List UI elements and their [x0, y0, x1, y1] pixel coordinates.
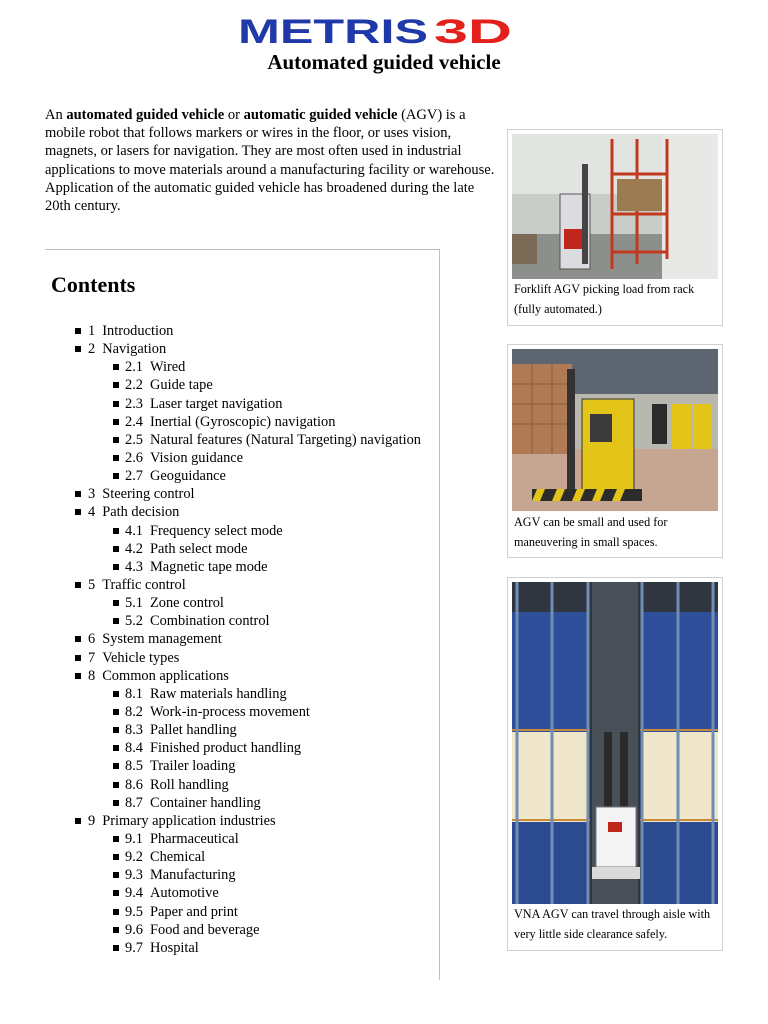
figure-caption: AGV can be small and used for maneuvering in small spaces. — [514, 515, 668, 549]
toc-item-number: 9.5 — [125, 903, 143, 920]
bullet-icon — [113, 419, 119, 425]
toc-item-label[interactable] — [125, 449, 243, 467]
toc-item-text: Hospital — [150, 939, 199, 956]
toc-item-label[interactable] — [88, 322, 173, 340]
toc-item-label[interactable] — [125, 830, 239, 848]
toc-item-text: Vehicle types — [102, 649, 180, 666]
toc-item-number: 4.3 — [125, 558, 143, 575]
toc-item-number: 2.2 — [125, 377, 143, 394]
bullet-icon — [75, 582, 81, 588]
toc-item-label[interactable] — [125, 939, 199, 957]
toc-item-text: Food and beverage — [150, 921, 260, 938]
toc-item-number: 5.2 — [125, 613, 143, 630]
toc-item-label[interactable] — [125, 685, 287, 703]
toc-item-text: Pallet handling — [150, 722, 237, 739]
toc-item-label[interactable] — [125, 739, 301, 757]
toc-item-text: Guide tape — [150, 377, 213, 394]
toc-item-number: 2.5 — [125, 431, 143, 448]
toc-item-number: 3 — [88, 486, 96, 503]
toc-item-number: 4 — [88, 504, 96, 521]
toc-item-label[interactable] — [125, 757, 235, 775]
toc-item-number: 2.1 — [125, 359, 143, 376]
toc-item-text: Finished product handling — [150, 740, 302, 757]
bullet-icon — [113, 945, 119, 951]
toc-item-number: 8.5 — [125, 758, 143, 775]
toc-item-label[interactable] — [125, 866, 236, 884]
figure-caption: VNA AGV can travel through aisle with very little side clearance safely. — [514, 907, 711, 941]
toc-item-number: 2.4 — [125, 413, 143, 430]
toc-item-label[interactable] — [125, 903, 238, 921]
toc-item-label[interactable] — [125, 540, 248, 558]
toc-item-label[interactable] — [125, 413, 335, 431]
toc-item-text: Container handling — [150, 794, 261, 811]
toc-item-label[interactable] — [88, 812, 276, 830]
toc-item-label[interactable] — [88, 630, 222, 648]
toc-item-text: Magnetic tape mode — [150, 558, 268, 575]
toc-item-label[interactable] — [125, 376, 213, 394]
bullet-icon — [113, 836, 119, 842]
intro-paragraph — [45, 106, 495, 215]
forklift-agv-image — [512, 134, 718, 279]
toc-item-number: 5.1 — [125, 595, 143, 612]
intro-bold-term-2: automatic guided vehicle — [243, 107, 398, 123]
table-of-contents — [45, 249, 440, 980]
figure-caption: Forklift AGV picking load from rack (fully automated.) — [514, 282, 695, 316]
svg-text:3D: 3D — [434, 14, 512, 48]
toc-item-text: Traffic control — [102, 576, 186, 593]
toc-item-number: 2.3 — [125, 395, 143, 412]
intro-bold-term-1: automated guided vehicle — [66, 107, 225, 123]
figure-small-agv — [507, 344, 723, 558]
toc-item-text: Manufacturing — [150, 867, 236, 884]
toc-item-number: 2.7 — [125, 468, 143, 485]
toc-item-number: 7 — [88, 649, 96, 666]
toc-item-label[interactable] — [125, 776, 229, 794]
bullet-icon — [113, 401, 119, 407]
bullet-icon — [113, 564, 119, 570]
toc-item-label[interactable] — [125, 431, 421, 449]
bullet-icon — [113, 364, 119, 370]
toc-item-number: 8.3 — [125, 722, 143, 739]
toc-item-label[interactable] — [88, 667, 229, 685]
toc-item-text: Wired — [150, 359, 186, 376]
svg-text:METRIS: METRIS — [238, 14, 428, 48]
toc-item-text: Geoguidance — [150, 468, 226, 485]
toc-item-text: Navigation — [102, 341, 167, 358]
toc-item-label[interactable] — [88, 576, 186, 594]
toc-item-text: Trailer loading — [150, 758, 236, 775]
small-agv-image — [512, 349, 718, 511]
toc-item-text: System management — [102, 631, 222, 648]
toc-item-label[interactable] — [125, 467, 226, 485]
toc-item-label[interactable] — [88, 340, 166, 358]
bullet-icon — [75, 673, 81, 679]
bullet-icon — [113, 909, 119, 915]
bullet-icon — [113, 890, 119, 896]
toc-item-number: 8.2 — [125, 703, 143, 720]
bullet-icon — [75, 655, 81, 661]
bullet-icon — [113, 727, 119, 733]
toc-item-label[interactable] — [125, 358, 185, 376]
toc-item-text: Laser target navigation — [150, 395, 283, 412]
bullet-icon — [113, 546, 119, 552]
toc-item-label[interactable] — [88, 649, 179, 667]
toc-item-text: Roll handling — [150, 776, 229, 793]
toc-item-text: Paper and print — [150, 903, 238, 920]
intro-text-2: or — [224, 107, 244, 123]
toc-item-text: Frequency select mode — [150, 522, 283, 539]
bullet-icon — [113, 455, 119, 461]
bullet-icon — [113, 600, 119, 606]
toc-item-number: 8 — [88, 667, 96, 684]
bullet-icon — [113, 691, 119, 697]
bullet-icon — [75, 818, 81, 824]
bullet-icon — [113, 854, 119, 860]
bullet-icon — [113, 872, 119, 878]
toc-item-text: Path decision — [102, 504, 180, 521]
toc-item-number: 4.1 — [125, 522, 143, 539]
bullet-icon — [113, 437, 119, 443]
toc-item-number: 2.6 — [125, 449, 143, 466]
bullet-icon — [113, 763, 119, 769]
toc-item-text: Common applications — [102, 667, 229, 684]
metris3d-logo-graphic — [238, 14, 514, 48]
toc-item-text: Vision guidance — [150, 449, 244, 466]
figure-vna-agv — [507, 577, 723, 951]
toc-item-number: 1 — [88, 323, 96, 339]
bullet-icon — [113, 618, 119, 624]
toc-item-label[interactable] — [125, 721, 237, 739]
bullet-icon — [75, 636, 81, 642]
toc-item-label[interactable] — [125, 703, 310, 721]
toc-item-number: 9.7 — [125, 939, 143, 956]
bullet-icon — [113, 709, 119, 715]
toc-item-text: Automotive — [150, 885, 219, 902]
toc-item-label[interactable] — [88, 485, 195, 503]
contents-heading: Contents — [51, 272, 136, 297]
toc-item-text: Work-in-process movement — [150, 703, 310, 720]
toc-item-label[interactable] — [125, 794, 261, 812]
toc-item-text: Combination control — [150, 613, 270, 630]
bullet-icon — [113, 745, 119, 751]
toc-item-text: Inertial (Gyroscopic) navigation — [150, 413, 336, 430]
toc-item-text: Natural features (Natural Targeting) navigation — [150, 431, 421, 448]
toc-item-label[interactable] — [125, 612, 270, 630]
toc-item-number: 5 — [88, 576, 96, 593]
toc-item-label[interactable] — [125, 558, 267, 576]
toc-item-number: 9.6 — [125, 921, 143, 938]
toc-item-text: Chemical — [150, 849, 206, 866]
bullet-icon — [75, 491, 81, 497]
toc-item-text: Introduction — [102, 323, 174, 339]
metris3d-logo — [238, 14, 514, 48]
toc-item-number: 8.1 — [125, 685, 143, 702]
toc-item-text: Primary application industries — [102, 812, 276, 829]
toc-item-label[interactable] — [125, 395, 282, 413]
toc-item-number: 9.4 — [125, 885, 143, 902]
toc-item-number: 2 — [88, 341, 96, 358]
toc-item-number: 8.4 — [125, 740, 143, 757]
bullet-icon — [113, 927, 119, 933]
bullet-icon — [113, 528, 119, 534]
toc-item-label[interactable] — [125, 522, 283, 540]
bullet-icon — [113, 782, 119, 788]
toc-item-label[interactable] — [88, 503, 179, 521]
toc-item-text: Steering control — [102, 486, 195, 503]
toc-item-number: 8.6 — [125, 776, 143, 793]
toc-item-number: 9.1 — [125, 830, 143, 847]
vna-agv-image — [512, 582, 718, 904]
intro-text-3: (AGV) is a mobile robot that follows markers or wires in the floor, or uses vision, magnets, or lasers for navigation. They are most often used in industrial applications to move materials around a manufacturing facility or warehouse. Application of the automatic guided vehicle has broadened during the late 20th century. — [45, 107, 495, 215]
toc-item-number: 9 — [88, 812, 96, 829]
toc-item-number: 4.2 — [125, 540, 143, 557]
toc-item-number: 6 — [88, 631, 96, 648]
toc-item-number: 8.7 — [125, 794, 143, 811]
toc-item-label[interactable] — [125, 884, 219, 902]
toc-item-text: Zone control — [150, 595, 224, 612]
toc-item-label[interactable] — [125, 594, 224, 612]
bullet-icon — [113, 473, 119, 479]
bullet-icon — [75, 346, 81, 352]
bullet-icon — [113, 800, 119, 806]
toc-item-number: 9.2 — [125, 849, 143, 866]
figure-forklift-agv — [507, 129, 723, 326]
toc-item-text: Path select mode — [150, 540, 248, 557]
intro-text-1: An — [45, 107, 67, 123]
toc-item-text: Pharmaceutical — [150, 830, 239, 847]
toc-item-label[interactable] — [125, 848, 205, 866]
bullet-icon — [113, 382, 119, 388]
bullet-icon — [75, 328, 81, 334]
page-title: Automated guided vehicle — [267, 50, 501, 74]
toc-item-text: Raw materials handling — [150, 685, 287, 702]
toc-item-label[interactable] — [125, 921, 260, 939]
bullet-icon — [75, 509, 81, 515]
toc-item-number: 9.3 — [125, 867, 143, 884]
